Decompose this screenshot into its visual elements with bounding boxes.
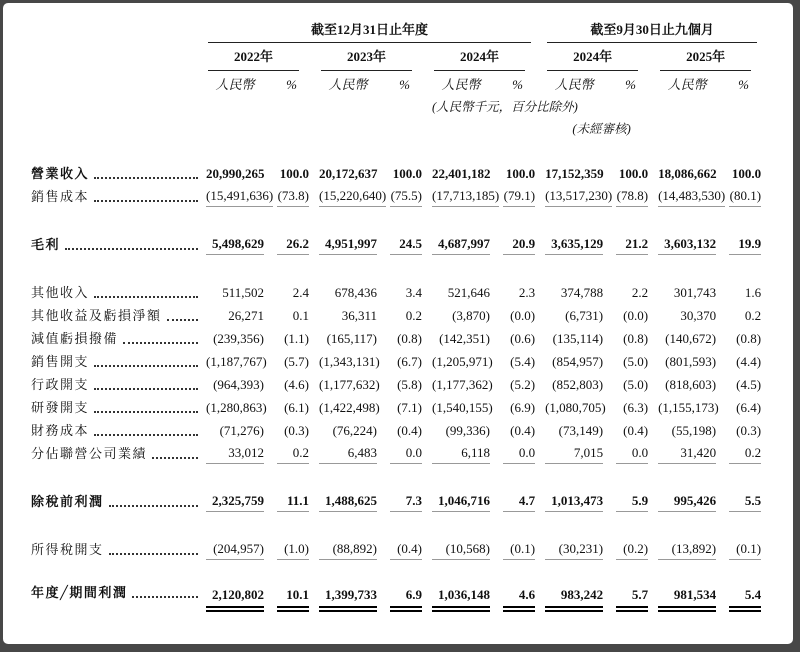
amount-cell: (15,220,640) — [319, 184, 387, 207]
percent-cell: 20.9 — [500, 232, 545, 255]
row-label-text: 毛利 — [31, 237, 61, 252]
amount-cell: 511,502 — [222, 285, 264, 300]
currency-label: 人民幣 — [554, 77, 594, 92]
currency-label: 人民幣 — [667, 77, 707, 92]
amount-cell: 6,118 — [432, 441, 500, 464]
percent-cell: (0.4) — [387, 537, 432, 560]
row-label — [31, 280, 206, 303]
table-row — [31, 537, 771, 560]
percent-cell: (4.6) — [284, 377, 309, 392]
dot-leader — [152, 457, 198, 459]
percent-cell: 3.4 — [405, 285, 422, 300]
percent-cell: 19.9 — [726, 232, 771, 255]
percent-cell: 10.1 — [274, 585, 319, 615]
percent-label: % — [738, 77, 749, 92]
percent-cell: 2.2 — [631, 285, 649, 300]
percent-cell: (0.1) — [726, 537, 771, 560]
amount-cell: (73,149) — [558, 423, 604, 438]
row-label — [31, 418, 206, 441]
percent-cell: 2.3 — [518, 285, 536, 300]
amount-cell: (1,343,131) — [319, 354, 380, 369]
amount-cell: 995,426 — [658, 489, 726, 512]
percent-cell: (0.2) — [613, 537, 658, 560]
amount-cell: (239,356) — [213, 331, 264, 346]
amount-cell: (1,080,705) — [545, 400, 606, 415]
spacer-row — [31, 255, 771, 280]
row-label-text: 研發開支 — [31, 400, 90, 415]
dot-leader — [132, 596, 198, 598]
percent-cell: 0.1 — [292, 308, 309, 323]
row-label-text: 除稅前利潤 — [31, 494, 104, 509]
table-row — [31, 441, 771, 464]
percent-cell: (0.8) — [623, 331, 649, 346]
percent-cell: 100.0 — [392, 166, 422, 181]
dot-leader — [94, 365, 198, 367]
table-row — [31, 161, 771, 184]
amount-cell: 36,311 — [341, 308, 377, 323]
group-header-nine-months-label: 截至9月30日止九個月 — [547, 19, 757, 43]
percent-cell: (0.8) — [397, 331, 422, 346]
amount-cell: 981,534 — [658, 585, 726, 615]
table-row — [31, 326, 771, 349]
amount-cell: (1,422,498) — [319, 400, 380, 415]
currency-label: 人民幣 — [441, 77, 481, 92]
amount-cell: (17,713,185) — [432, 184, 500, 207]
percent-cell: (5.4) — [510, 354, 536, 369]
amount-cell: 983,242 — [545, 585, 613, 615]
amount-cell: (1,187,767) — [206, 354, 267, 369]
amount-cell: 4,687,997 — [432, 232, 500, 255]
row-label — [31, 161, 206, 184]
percent-cell: (4.5) — [736, 377, 762, 392]
amount-cell: (204,957) — [206, 537, 274, 560]
percent-cell: (5.7) — [284, 354, 309, 369]
row-label — [31, 585, 206, 608]
amount-cell: 30,370 — [680, 308, 717, 323]
percent-cell: 6.9 — [387, 585, 432, 615]
row-label-text: 其他收益及虧損淨額 — [31, 308, 162, 323]
group-header-annual-label: 截至12月31日止年度 — [208, 19, 531, 43]
row-label — [31, 349, 206, 372]
amount-cell: 1,013,473 — [545, 489, 613, 512]
group-header-nine-months — [545, 17, 771, 43]
percent-cell: 0.2 — [405, 308, 422, 323]
amount-cell: (1,177,632) — [319, 377, 380, 392]
percent-cell: 0.2 — [726, 441, 771, 464]
amount-cell: 18,086,662 — [658, 166, 717, 181]
percent-cell: (73.8) — [274, 184, 319, 207]
table-row — [31, 418, 771, 441]
percent-cell: 0.0 — [387, 441, 432, 464]
amount-cell: (165,117) — [326, 331, 377, 346]
table-row — [31, 585, 771, 615]
amount-cell: 4,951,997 — [319, 232, 387, 255]
amount-cell: (13,517,230) — [545, 184, 613, 207]
amount-cell: (76,224) — [332, 423, 377, 438]
spacer-row — [31, 207, 771, 232]
amount-cell: (13,892) — [658, 537, 726, 560]
row-label — [31, 441, 206, 464]
percent-cell: 1.6 — [744, 285, 762, 300]
units-note: (人民幣千元，百分比除外) — [432, 100, 578, 114]
amount-cell: 3,603,132 — [658, 232, 726, 255]
dot-leader — [109, 553, 198, 555]
amount-cell: (140,672) — [665, 331, 717, 346]
row-label — [31, 489, 206, 512]
row-label-text: 分佔聯營公司業績 — [31, 446, 148, 461]
amount-cell: 1,046,716 — [432, 489, 500, 512]
dot-leader — [94, 434, 198, 436]
percent-cell: (6.4) — [736, 400, 762, 415]
dot-leader — [94, 388, 198, 390]
percent-cell: 5.5 — [726, 489, 771, 512]
percent-cell: 11.1 — [274, 489, 319, 512]
spacer-row — [31, 560, 771, 585]
amount-cell: 374,788 — [560, 285, 604, 300]
row-label-text: 年度╱期間利潤 — [31, 585, 128, 600]
percent-cell: 0.2 — [274, 441, 319, 464]
amount-cell: (55,198) — [671, 423, 717, 438]
amount-cell: 1,488,625 — [319, 489, 387, 512]
percent-cell: 5.4 — [726, 585, 771, 615]
percent-cell: 5.7 — [613, 585, 658, 615]
percent-cell: (0.3) — [736, 423, 762, 438]
dot-leader — [109, 505, 198, 507]
amount-cell: (818,603) — [665, 377, 717, 392]
percent-cell: (7.1) — [397, 400, 422, 415]
amount-cell: (15,491,636) — [206, 184, 274, 207]
percent-cell: 7.3 — [387, 489, 432, 512]
percent-label: % — [286, 77, 297, 92]
percent-cell: (0.6) — [510, 331, 536, 346]
amount-cell: (1,155,173) — [658, 400, 719, 415]
percent-cell: (6.3) — [623, 400, 649, 415]
percent-cell: 24.5 — [387, 232, 432, 255]
amount-cell: (10,568) — [432, 537, 500, 560]
percent-cell: (0.4) — [510, 423, 536, 438]
percent-cell: (6.9) — [510, 400, 536, 415]
group-header-annual — [206, 17, 545, 43]
dot-leader — [94, 200, 198, 202]
percent-cell: (1.1) — [284, 331, 309, 346]
amount-cell: 678,436 — [334, 285, 377, 300]
percent-cell: (0.4) — [623, 423, 649, 438]
currency-percent-header-row — [31, 71, 771, 93]
amount-cell: (801,593) — [665, 354, 717, 369]
percent-cell: (5.0) — [623, 377, 649, 392]
corner-cell — [31, 17, 206, 43]
amount-cell: (14,483,530) — [658, 184, 726, 207]
percent-cell: (80.1) — [726, 184, 771, 207]
amount-cell: 6,483 — [319, 441, 387, 464]
table-row — [31, 489, 771, 512]
percent-cell: (6.1) — [284, 400, 309, 415]
row-label — [31, 326, 206, 349]
year-header-2023: 2023年 — [319, 43, 432, 71]
table-row — [31, 280, 771, 303]
row-label — [31, 395, 206, 418]
dot-leader — [94, 296, 198, 298]
percent-cell: (0.4) — [397, 423, 422, 438]
table-row — [31, 395, 771, 418]
row-label-text: 減值虧損撥備 — [31, 331, 119, 346]
unaudited-note: (未經審核) — [572, 122, 631, 136]
unaudited-note-row — [31, 115, 771, 137]
percent-cell: 100.0 — [279, 166, 309, 181]
percent-cell: (1.0) — [274, 537, 319, 560]
row-label-text: 銷售成本 — [31, 189, 90, 204]
amount-cell: (6,731) — [565, 308, 604, 323]
row-label — [31, 372, 206, 395]
amount-cell: 1,399,733 — [319, 585, 387, 615]
percent-cell: 5.9 — [613, 489, 658, 512]
year-header-row — [31, 43, 771, 71]
row-label-text: 行政開支 — [31, 377, 90, 392]
year-header-2025-9m: 2025年 — [658, 43, 771, 71]
amount-cell: (3,870) — [452, 308, 490, 323]
dot-leader — [94, 177, 198, 179]
amount-cell: 20,172,637 — [319, 166, 378, 181]
amount-cell: (1,540,155) — [432, 400, 493, 415]
percent-label: % — [399, 77, 410, 92]
row-label-text: 營業收入 — [31, 166, 90, 181]
row-label — [31, 537, 206, 560]
amount-cell: 26,271 — [228, 308, 264, 323]
percent-cell: 100.0 — [618, 166, 649, 181]
percent-cell: (0.8) — [736, 331, 762, 346]
table-row — [31, 372, 771, 395]
percent-cell: (0.0) — [623, 308, 649, 323]
amount-cell: (135,114) — [552, 331, 604, 346]
row-label — [31, 184, 206, 207]
percent-cell: (0.1) — [500, 537, 545, 560]
spacer-row — [31, 464, 771, 489]
amount-cell: (99,336) — [445, 423, 490, 438]
amount-cell: (1,280,863) — [206, 400, 267, 415]
percent-cell: 4.6 — [500, 585, 545, 615]
year-header-2024: 2024年 — [432, 43, 545, 71]
units-note-row — [31, 93, 771, 115]
percent-cell: 2.4 — [292, 285, 309, 300]
amount-cell: (71,276) — [219, 423, 264, 438]
amount-cell: (1,205,971) — [432, 354, 493, 369]
amount-cell: 2,325,759 — [206, 489, 274, 512]
amount-cell: (88,892) — [319, 537, 387, 560]
amount-cell: 22,401,182 — [432, 166, 491, 181]
percent-label: % — [625, 77, 636, 92]
row-label — [31, 303, 206, 326]
amount-cell: 521,646 — [447, 285, 490, 300]
amount-cell: (1,177,362) — [432, 377, 493, 392]
amount-cell: 7,015 — [545, 441, 613, 464]
percent-cell: (0.0) — [510, 308, 536, 323]
percent-cell: 100.0 — [731, 166, 762, 181]
amount-cell: 3,635,129 — [545, 232, 613, 255]
percent-cell: (0.3) — [284, 423, 309, 438]
percent-cell: (79.1) — [500, 184, 545, 207]
amount-cell: 5,498,629 — [206, 232, 274, 255]
percent-label: % — [512, 77, 523, 92]
spacer-row — [31, 137, 771, 161]
table-row — [31, 232, 771, 255]
amount-cell: (852,803) — [552, 377, 604, 392]
row-label-text: 財務成本 — [31, 423, 90, 438]
amount-cell: 33,012 — [206, 441, 274, 464]
percent-cell: 26.2 — [274, 232, 319, 255]
row-label — [31, 232, 206, 255]
amount-cell: 301,743 — [673, 285, 717, 300]
percent-cell: (6.7) — [397, 354, 422, 369]
percent-cell: (78.8) — [613, 184, 658, 207]
currency-label: 人民幣 — [328, 77, 368, 92]
dot-leader — [65, 248, 198, 250]
amount-cell: 31,420 — [658, 441, 726, 464]
dot-leader — [123, 342, 198, 344]
table-row — [31, 349, 771, 372]
percent-cell: (5.8) — [397, 377, 422, 392]
year-header-2022: 2022年 — [206, 43, 319, 71]
amount-cell: (964,393) — [213, 377, 264, 392]
percent-cell: 4.7 — [500, 489, 545, 512]
amount-cell: (30,231) — [545, 537, 613, 560]
percent-cell: (75.5) — [387, 184, 432, 207]
period-group-header-row — [31, 17, 771, 43]
percent-cell: 21.2 — [613, 232, 658, 255]
percent-cell: (4.4) — [736, 354, 762, 369]
dot-leader — [167, 319, 198, 321]
financial-statement-page — [3, 3, 793, 644]
table-row — [31, 184, 771, 207]
currency-label: 人民幣 — [215, 77, 255, 92]
amount-cell: 1,036,148 — [432, 585, 500, 615]
percent-cell: 100.0 — [505, 166, 536, 181]
percent-cell: 0.2 — [744, 308, 762, 323]
income-statement-table — [31, 17, 771, 615]
amount-cell: 2,120,802 — [206, 585, 274, 615]
amount-cell: 17,152,359 — [545, 166, 604, 181]
amount-cell: (854,957) — [552, 354, 604, 369]
row-label-text: 其他收入 — [31, 285, 90, 300]
amount-cell: 20,990,265 — [206, 166, 265, 181]
dot-leader — [94, 411, 198, 413]
percent-cell: 0.0 — [613, 441, 658, 464]
amount-cell: (142,351) — [439, 331, 490, 346]
percent-cell: (5.0) — [623, 354, 649, 369]
spacer-row — [31, 512, 771, 537]
table-body — [31, 137, 771, 615]
year-header-2024-9m: 2024年 — [545, 43, 658, 71]
row-label-text: 銷售開支 — [31, 354, 90, 369]
percent-cell: (5.2) — [510, 377, 536, 392]
percent-cell: 0.0 — [500, 441, 545, 464]
row-label-text: 所得稅開支 — [31, 542, 104, 557]
table-row — [31, 303, 771, 326]
